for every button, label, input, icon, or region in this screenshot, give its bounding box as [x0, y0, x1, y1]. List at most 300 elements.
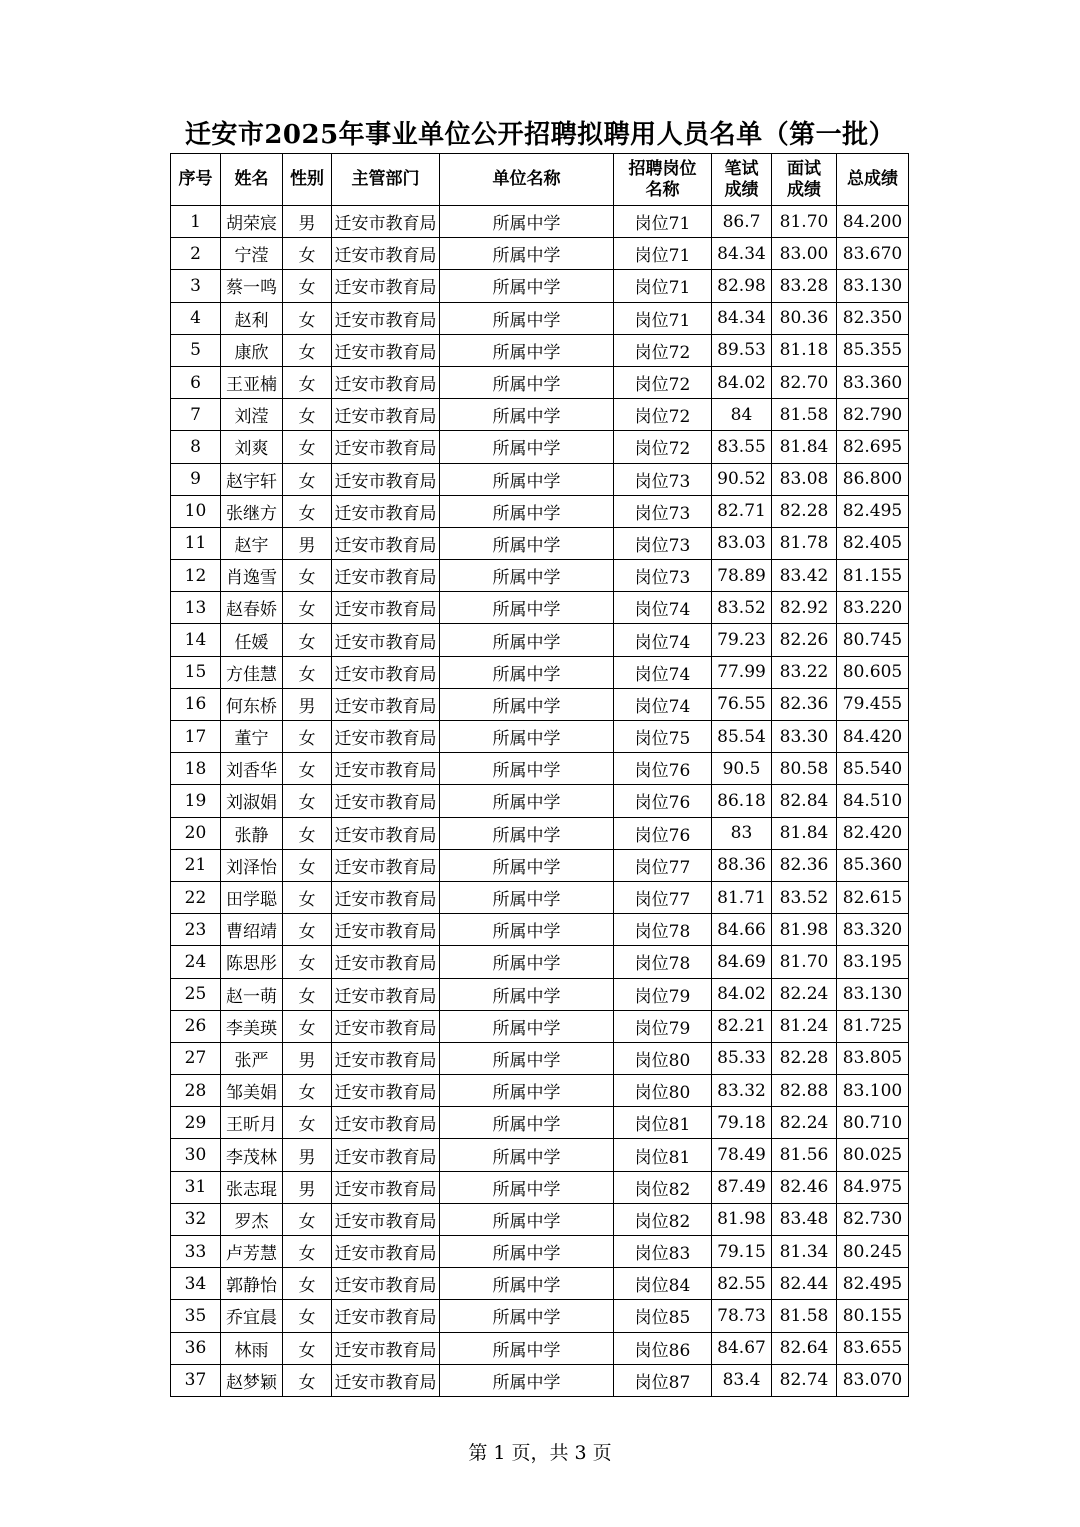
- cell-dept: 迁安市教育局: [332, 463, 440, 495]
- cell-post: 岗位82: [614, 1203, 712, 1235]
- cell-interview: 81.24: [772, 1010, 837, 1042]
- cell-total: 82.405: [837, 527, 909, 559]
- cell-gender: 男: [283, 688, 332, 720]
- cell-unit: 所属中学: [440, 560, 614, 592]
- cell-total: 82.495: [837, 495, 909, 527]
- cell-name: 刘淑娟: [221, 785, 283, 817]
- cell-total: 83.220: [837, 592, 909, 624]
- cell-written: 84.02: [712, 978, 772, 1010]
- cell-written: 79.15: [712, 1236, 772, 1268]
- cell-written: 77.99: [712, 656, 772, 688]
- cell-written: 84.66: [712, 914, 772, 946]
- cell-seq: 32: [171, 1203, 221, 1235]
- header-written: 笔试 成绩: [712, 154, 772, 206]
- cell-written: 84.02: [712, 366, 772, 398]
- cell-dept: 迁安市教育局: [332, 817, 440, 849]
- cell-seq: 29: [171, 1107, 221, 1139]
- cell-unit: 所属中学: [440, 1268, 614, 1300]
- cell-interview: 82.24: [772, 978, 837, 1010]
- table-row: [171, 560, 909, 592]
- cell-written: 78.89: [712, 560, 772, 592]
- cell-post: 岗位72: [614, 431, 712, 463]
- cell-gender: 女: [283, 946, 332, 978]
- cell-unit: 所属中学: [440, 1075, 614, 1107]
- cell-total: 83.130: [837, 978, 909, 1010]
- cell-gender: 女: [283, 334, 332, 366]
- cell-unit: 所属中学: [440, 1107, 614, 1139]
- header-post: 招聘岗位 名称: [614, 154, 712, 206]
- table-row: [171, 463, 909, 495]
- cell-name: 田学聪: [221, 881, 283, 913]
- cell-name: 郭静怡: [221, 1268, 283, 1300]
- cell-unit: 所属中学: [440, 1171, 614, 1203]
- cell-interview: 82.44: [772, 1268, 837, 1300]
- cell-dept: 迁安市教育局: [332, 1332, 440, 1364]
- cell-interview: 81.84: [772, 431, 837, 463]
- table-row: [171, 1107, 909, 1139]
- cell-dept: 迁安市教育局: [332, 1075, 440, 1107]
- cell-name: 赵宇轩: [221, 463, 283, 495]
- cell-total: 83.130: [837, 270, 909, 302]
- cell-gender: 女: [283, 238, 332, 270]
- cell-gender: 女: [283, 753, 332, 785]
- cell-interview: 81.70: [772, 206, 837, 238]
- cell-written: 84.67: [712, 1332, 772, 1364]
- cell-seq: 13: [171, 592, 221, 624]
- table-row: [171, 302, 909, 334]
- cell-name: 卢芳慧: [221, 1236, 283, 1268]
- cell-name: 王昕月: [221, 1107, 283, 1139]
- table-row: [171, 270, 909, 302]
- cell-unit: 所属中学: [440, 495, 614, 527]
- cell-unit: 所属中学: [440, 238, 614, 270]
- cell-seq: 4: [171, 302, 221, 334]
- cell-gender: 女: [283, 560, 332, 592]
- cell-post: 岗位74: [614, 656, 712, 688]
- cell-seq: 36: [171, 1332, 221, 1364]
- cell-gender: 女: [283, 849, 332, 881]
- cell-interview: 82.84: [772, 785, 837, 817]
- cell-written: 86.18: [712, 785, 772, 817]
- cell-total: 83.805: [837, 1042, 909, 1074]
- cell-total: 84.510: [837, 785, 909, 817]
- cell-name: 康欣: [221, 334, 283, 366]
- cell-total: 82.695: [837, 431, 909, 463]
- cell-post: 岗位76: [614, 753, 712, 785]
- cell-post: 岗位74: [614, 624, 712, 656]
- cell-seq: 26: [171, 1010, 221, 1042]
- cell-total: 81.725: [837, 1010, 909, 1042]
- cell-total: 84.420: [837, 721, 909, 753]
- cell-gender: 女: [283, 1300, 332, 1332]
- cell-written: 83.32: [712, 1075, 772, 1107]
- cell-seq: 15: [171, 656, 221, 688]
- cell-seq: 30: [171, 1139, 221, 1171]
- cell-written: 83.55: [712, 431, 772, 463]
- table-row: [171, 1332, 909, 1364]
- cell-gender: 男: [283, 1139, 332, 1171]
- cell-name: 王亚楠: [221, 366, 283, 398]
- cell-interview: 81.34: [772, 1236, 837, 1268]
- cell-unit: 所属中学: [440, 1139, 614, 1171]
- cell-total: 83.670: [837, 238, 909, 270]
- cell-unit: 所属中学: [440, 1010, 614, 1042]
- cell-post: 岗位75: [614, 721, 712, 753]
- cell-name: 李茂林: [221, 1139, 283, 1171]
- cell-written: 78.49: [712, 1139, 772, 1171]
- cell-seq: 19: [171, 785, 221, 817]
- table-row: [171, 1139, 909, 1171]
- cell-seq: 7: [171, 399, 221, 431]
- cell-gender: 女: [283, 721, 332, 753]
- cell-written: 81.98: [712, 1203, 772, 1235]
- cell-name: 何东桥: [221, 688, 283, 720]
- cell-total: 83.100: [837, 1075, 909, 1107]
- cell-seq: 16: [171, 688, 221, 720]
- cell-gender: 女: [283, 624, 332, 656]
- table-row: [171, 1203, 909, 1235]
- cell-total: 82.615: [837, 881, 909, 913]
- cell-dept: 迁安市教育局: [332, 592, 440, 624]
- cell-total: 84.975: [837, 1171, 909, 1203]
- cell-name: 任媛: [221, 624, 283, 656]
- cell-written: 90.52: [712, 463, 772, 495]
- cell-seq: 22: [171, 881, 221, 913]
- cell-name: 赵宇: [221, 527, 283, 559]
- cell-total: 83.320: [837, 914, 909, 946]
- table-row: [171, 1236, 909, 1268]
- cell-written: 88.36: [712, 849, 772, 881]
- cell-dept: 迁安市教育局: [332, 366, 440, 398]
- cell-interview: 82.28: [772, 1042, 837, 1074]
- cell-gender: 女: [283, 656, 332, 688]
- cell-unit: 所属中学: [440, 946, 614, 978]
- cell-post: 岗位73: [614, 463, 712, 495]
- cell-post: 岗位86: [614, 1332, 712, 1364]
- cell-dept: 迁安市教育局: [332, 1203, 440, 1235]
- cell-interview: 83.48: [772, 1203, 837, 1235]
- cell-dept: 迁安市教育局: [332, 688, 440, 720]
- cell-dept: 迁安市教育局: [332, 1300, 440, 1332]
- cell-interview: 83.30: [772, 721, 837, 753]
- header-seq: 序号: [171, 154, 221, 206]
- cell-gender: 女: [283, 463, 332, 495]
- cell-total: 82.790: [837, 399, 909, 431]
- cell-interview: 81.70: [772, 946, 837, 978]
- cell-interview: 81.58: [772, 399, 837, 431]
- cell-name: 赵梦颖: [221, 1364, 283, 1396]
- cell-dept: 迁安市教育局: [332, 1171, 440, 1203]
- cell-interview: 82.24: [772, 1107, 837, 1139]
- cell-unit: 所属中学: [440, 1203, 614, 1235]
- cell-dept: 迁安市教育局: [332, 1268, 440, 1300]
- cell-gender: 女: [283, 785, 332, 817]
- cell-total: 82.495: [837, 1268, 909, 1300]
- cell-name: 蔡一鸣: [221, 270, 283, 302]
- cell-written: 82.71: [712, 495, 772, 527]
- cell-gender: 女: [283, 431, 332, 463]
- cell-seq: 35: [171, 1300, 221, 1332]
- cell-post: 岗位85: [614, 1300, 712, 1332]
- table-row: [171, 1300, 909, 1332]
- cell-seq: 33: [171, 1236, 221, 1268]
- cell-interview: 82.28: [772, 495, 837, 527]
- cell-written: 78.73: [712, 1300, 772, 1332]
- table-row: [171, 817, 909, 849]
- cell-written: 82.21: [712, 1010, 772, 1042]
- cell-written: 84.34: [712, 302, 772, 334]
- cell-dept: 迁安市教育局: [332, 1139, 440, 1171]
- cell-written: 85.54: [712, 721, 772, 753]
- cell-unit: 所属中学: [440, 399, 614, 431]
- cell-post: 岗位72: [614, 334, 712, 366]
- cell-total: 83.195: [837, 946, 909, 978]
- cell-unit: 所属中学: [440, 785, 614, 817]
- cell-total: 80.245: [837, 1236, 909, 1268]
- cell-name: 肖逸雪: [221, 560, 283, 592]
- cell-name: 张继方: [221, 495, 283, 527]
- cell-dept: 迁安市教育局: [332, 495, 440, 527]
- cell-name: 方佳慧: [221, 656, 283, 688]
- cell-unit: 所属中学: [440, 914, 614, 946]
- cell-written: 83.4: [712, 1364, 772, 1396]
- cell-seq: 28: [171, 1075, 221, 1107]
- cell-written: 76.55: [712, 688, 772, 720]
- cell-gender: 女: [283, 1364, 332, 1396]
- cell-interview: 81.98: [772, 914, 837, 946]
- cell-total: 83.655: [837, 1332, 909, 1364]
- cell-total: 86.800: [837, 463, 909, 495]
- cell-unit: 所属中学: [440, 881, 614, 913]
- cell-dept: 迁安市教育局: [332, 624, 440, 656]
- cell-total: 85.540: [837, 753, 909, 785]
- table-row: [171, 721, 909, 753]
- cell-seq: 24: [171, 946, 221, 978]
- cell-written: 84.34: [712, 238, 772, 270]
- header-unit: 单位名称: [440, 154, 614, 206]
- table-row: [171, 431, 909, 463]
- cell-name: 刘泽怡: [221, 849, 283, 881]
- cell-written: 82.98: [712, 270, 772, 302]
- cell-unit: 所属中学: [440, 334, 614, 366]
- cell-total: 81.155: [837, 560, 909, 592]
- cell-interview: 82.46: [772, 1171, 837, 1203]
- cell-unit: 所属中学: [440, 656, 614, 688]
- table-row: [171, 881, 909, 913]
- cell-unit: 所属中学: [440, 1042, 614, 1074]
- header-name: 姓名: [221, 154, 283, 206]
- table-row: [171, 399, 909, 431]
- cell-seq: 6: [171, 366, 221, 398]
- header-interview: 面试 成绩: [772, 154, 837, 206]
- cell-seq: 34: [171, 1268, 221, 1300]
- cell-unit: 所属中学: [440, 624, 614, 656]
- cell-interview: 81.58: [772, 1300, 837, 1332]
- cell-post: 岗位71: [614, 270, 712, 302]
- cell-interview: 83.22: [772, 656, 837, 688]
- cell-dept: 迁安市教育局: [332, 1236, 440, 1268]
- cell-written: 89.53: [712, 334, 772, 366]
- cell-gender: 女: [283, 914, 332, 946]
- cell-unit: 所属中学: [440, 592, 614, 624]
- table-row: [171, 849, 909, 881]
- cell-seq: 5: [171, 334, 221, 366]
- cell-seq: 17: [171, 721, 221, 753]
- cell-total: 80.155: [837, 1300, 909, 1332]
- cell-written: 86.7: [712, 206, 772, 238]
- header-total: 总成绩: [837, 154, 909, 206]
- cell-seq: 27: [171, 1042, 221, 1074]
- cell-gender: 女: [283, 881, 332, 913]
- page-title: 迁安市2025年事业单位公开招聘拟聘用人员名单（第一批）: [184, 120, 896, 150]
- cell-total: 82.730: [837, 1203, 909, 1235]
- cell-post: 岗位73: [614, 527, 712, 559]
- cell-total: 83.070: [837, 1364, 909, 1396]
- cell-seq: 14: [171, 624, 221, 656]
- cell-name: 张静: [221, 817, 283, 849]
- cell-total: 82.350: [837, 302, 909, 334]
- cell-written: 82.55: [712, 1268, 772, 1300]
- table-row: [171, 1075, 909, 1107]
- cell-interview: 81.78: [772, 527, 837, 559]
- cell-seq: 25: [171, 978, 221, 1010]
- cell-interview: 82.64: [772, 1332, 837, 1364]
- cell-interview: 82.92: [772, 592, 837, 624]
- cell-gender: 女: [283, 270, 332, 302]
- cell-unit: 所属中学: [440, 753, 614, 785]
- cell-interview: 81.56: [772, 1139, 837, 1171]
- cell-dept: 迁安市教育局: [332, 881, 440, 913]
- cell-written: 87.49: [712, 1171, 772, 1203]
- cell-written: 83.52: [712, 592, 772, 624]
- table-row: [171, 624, 909, 656]
- cell-total: 85.360: [837, 849, 909, 881]
- cell-post: 岗位77: [614, 849, 712, 881]
- cell-interview: 82.88: [772, 1075, 837, 1107]
- cell-interview: 82.26: [772, 624, 837, 656]
- cell-written: 90.5: [712, 753, 772, 785]
- cell-gender: 女: [283, 1268, 332, 1300]
- cell-unit: 所属中学: [440, 721, 614, 753]
- table-row: [171, 592, 909, 624]
- cell-gender: 女: [283, 1010, 332, 1042]
- cell-gender: 男: [283, 206, 332, 238]
- cell-seq: 9: [171, 463, 221, 495]
- cell-total: 84.200: [837, 206, 909, 238]
- cell-total: 80.745: [837, 624, 909, 656]
- cell-dept: 迁安市教育局: [332, 849, 440, 881]
- cell-gender: 男: [283, 1042, 332, 1074]
- cell-total: 80.605: [837, 656, 909, 688]
- cell-interview: 83.52: [772, 881, 837, 913]
- cell-dept: 迁安市教育局: [332, 560, 440, 592]
- cell-name: 刘滢: [221, 399, 283, 431]
- cell-post: 岗位82: [614, 1171, 712, 1203]
- cell-name: 邹美娟: [221, 1075, 283, 1107]
- cell-name: 赵春娇: [221, 592, 283, 624]
- cell-total: 80.710: [837, 1107, 909, 1139]
- cell-name: 赵利: [221, 302, 283, 334]
- table-row: [171, 1364, 909, 1396]
- cell-gender: 女: [283, 495, 332, 527]
- cell-dept: 迁安市教育局: [332, 1107, 440, 1139]
- cell-total: 80.025: [837, 1139, 909, 1171]
- cell-seq: 37: [171, 1364, 221, 1396]
- table-row: [171, 495, 909, 527]
- cell-post: 岗位73: [614, 495, 712, 527]
- cell-interview: 82.36: [772, 688, 837, 720]
- cell-name: 胡荣宸: [221, 206, 283, 238]
- cell-gender: 女: [283, 302, 332, 334]
- cell-dept: 迁安市教育局: [332, 527, 440, 559]
- cell-seq: 23: [171, 914, 221, 946]
- cell-seq: 20: [171, 817, 221, 849]
- cell-unit: 所属中学: [440, 1332, 614, 1364]
- cell-written: 83: [712, 817, 772, 849]
- cell-name: 宁滢: [221, 238, 283, 270]
- cell-post: 岗位72: [614, 399, 712, 431]
- cell-gender: 女: [283, 1332, 332, 1364]
- cell-unit: 所属中学: [440, 688, 614, 720]
- cell-post: 岗位84: [614, 1268, 712, 1300]
- cell-post: 岗位76: [614, 817, 712, 849]
- cell-total: 85.355: [837, 334, 909, 366]
- cell-gender: 女: [283, 399, 332, 431]
- cell-unit: 所属中学: [440, 270, 614, 302]
- cell-name: 曹绍靖: [221, 914, 283, 946]
- table-row: [171, 334, 909, 366]
- cell-post: 岗位71: [614, 302, 712, 334]
- table-row: [171, 753, 909, 785]
- cell-dept: 迁安市教育局: [332, 978, 440, 1010]
- cell-seq: 10: [171, 495, 221, 527]
- cell-name: 陈思彤: [221, 946, 283, 978]
- cell-unit: 所属中学: [440, 302, 614, 334]
- page-footer: 第 1 页，共 3 页: [468, 1442, 612, 1464]
- cell-written: 83.03: [712, 527, 772, 559]
- cell-interview: 80.58: [772, 753, 837, 785]
- candidate-table: [170, 153, 909, 1397]
- cell-dept: 迁安市教育局: [332, 785, 440, 817]
- cell-gender: 女: [283, 1075, 332, 1107]
- cell-post: 岗位79: [614, 978, 712, 1010]
- cell-name: 张志琨: [221, 1171, 283, 1203]
- cell-post: 岗位83: [614, 1236, 712, 1268]
- cell-dept: 迁安市教育局: [332, 206, 440, 238]
- cell-dept: 迁安市教育局: [332, 270, 440, 302]
- table-row: [171, 656, 909, 688]
- cell-interview: 83.00: [772, 238, 837, 270]
- table-row: [171, 946, 909, 978]
- table-row: [171, 1042, 909, 1074]
- cell-interview: 82.70: [772, 366, 837, 398]
- cell-post: 岗位71: [614, 238, 712, 270]
- cell-unit: 所属中学: [440, 366, 614, 398]
- cell-total: 83.360: [837, 366, 909, 398]
- table-row: [171, 1171, 909, 1203]
- cell-unit: 所属中学: [440, 817, 614, 849]
- cell-written: 79.23: [712, 624, 772, 656]
- cell-seq: 2: [171, 238, 221, 270]
- cell-post: 岗位78: [614, 914, 712, 946]
- cell-dept: 迁安市教育局: [332, 399, 440, 431]
- cell-total: 82.420: [837, 817, 909, 849]
- cell-seq: 1: [171, 206, 221, 238]
- cell-interview: 80.36: [772, 302, 837, 334]
- table-row: [171, 785, 909, 817]
- cell-dept: 迁安市教育局: [332, 914, 440, 946]
- cell-name: 张严: [221, 1042, 283, 1074]
